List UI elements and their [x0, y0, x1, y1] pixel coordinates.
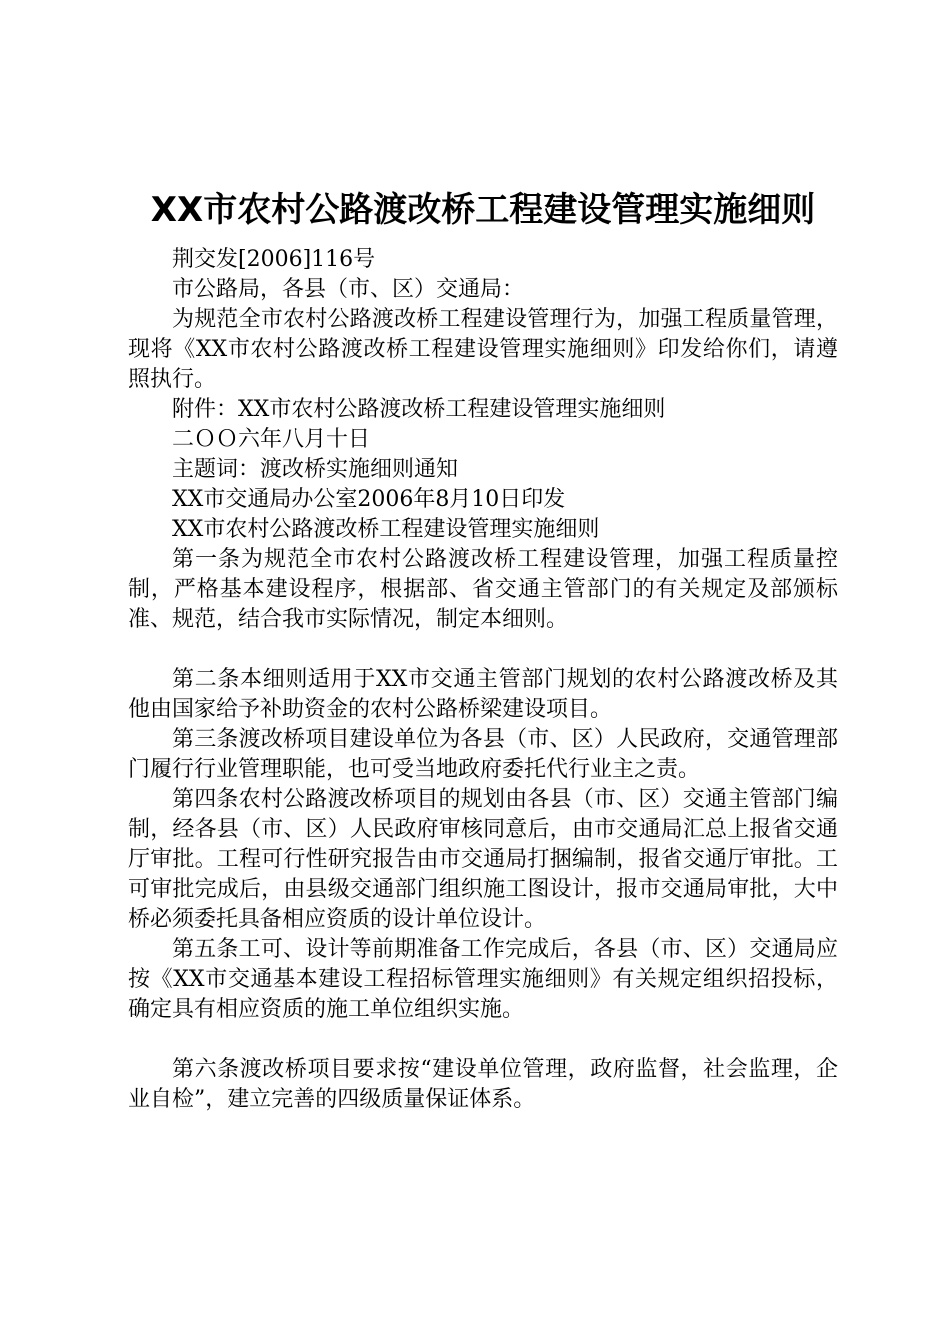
- notice-body: 为规范全市农村公路渡改桥工程建设管理行为，加强工程质量管理，现将《XX市农村公路渡改桥工程建设管理实施细则》印发给你们，请遵照执行。: [128, 307, 838, 392]
- article-2: 第二条本细则适用于XX市交通主管部门规划的农村公路渡改桥及其他由国家给予补助资金的农村公路桥梁建设项目。: [128, 667, 838, 722]
- article-4: 第四条农村公路渡改桥项目的规划由各县（市、区）交通主管部门编制，经各县（市、区）人民政府审核同意后，由市交通局汇总上报省交通厅审批。工程可行性研究报告由市交通局打捆编制，报省交通厅审批。工可审批完成后，由县级交通部门组织施工图设计，报市交通局审批，大中桥必须委托具备相应资质的设计单位设计。: [128, 787, 838, 932]
- printing-note: XX市交通局办公室2006年8月10日印发: [172, 487, 566, 512]
- rules-title: XX市农村公路渡改桥工程建设管理实施细则: [172, 517, 600, 542]
- article-3: 第三条渡改桥项目建设单位为各县（市、区）人民政府，交通管理部门履行行业管理职能，也可受当地政府委托代行业主之责。: [128, 727, 838, 782]
- document-title: XX市农村公路渡改桥工程建设管理实施细则: [150, 190, 816, 230]
- attachment-line: 附件：XX市农村公路渡改桥工程建设管理实施细则: [172, 397, 666, 422]
- article-5: 第五条工可、设计等前期准备工作完成后，各县（市、区）交通局应按《XX市交通基本建设工程招标管理实施细则》有关规定组织招投标，确定具有相应资质的施工单位组织实施。: [128, 937, 838, 1022]
- issue-date: 二ＯＯ六年八月十日: [172, 427, 371, 452]
- document-number: 荆交发[2006]116号: [172, 247, 376, 272]
- article-6: 第六条渡改桥项目要求按“建设单位管理，政府监督，社会监理，企业自检”，建立完善的四级质量保证体系。: [128, 1057, 838, 1112]
- article-1: 第一条为规范全市农村公路渡改桥工程建设管理，加强工程质量控制，严格基本建设程序，根据部、省交通主管部门的有关规定及部颁标准、规范，结合我市实际情况，制定本细则。: [128, 547, 838, 632]
- recipients: 市公路局，各县（市、区）交通局：: [172, 277, 525, 302]
- subject-keywords: 主题词：渡改桥实施细则通知: [172, 457, 459, 482]
